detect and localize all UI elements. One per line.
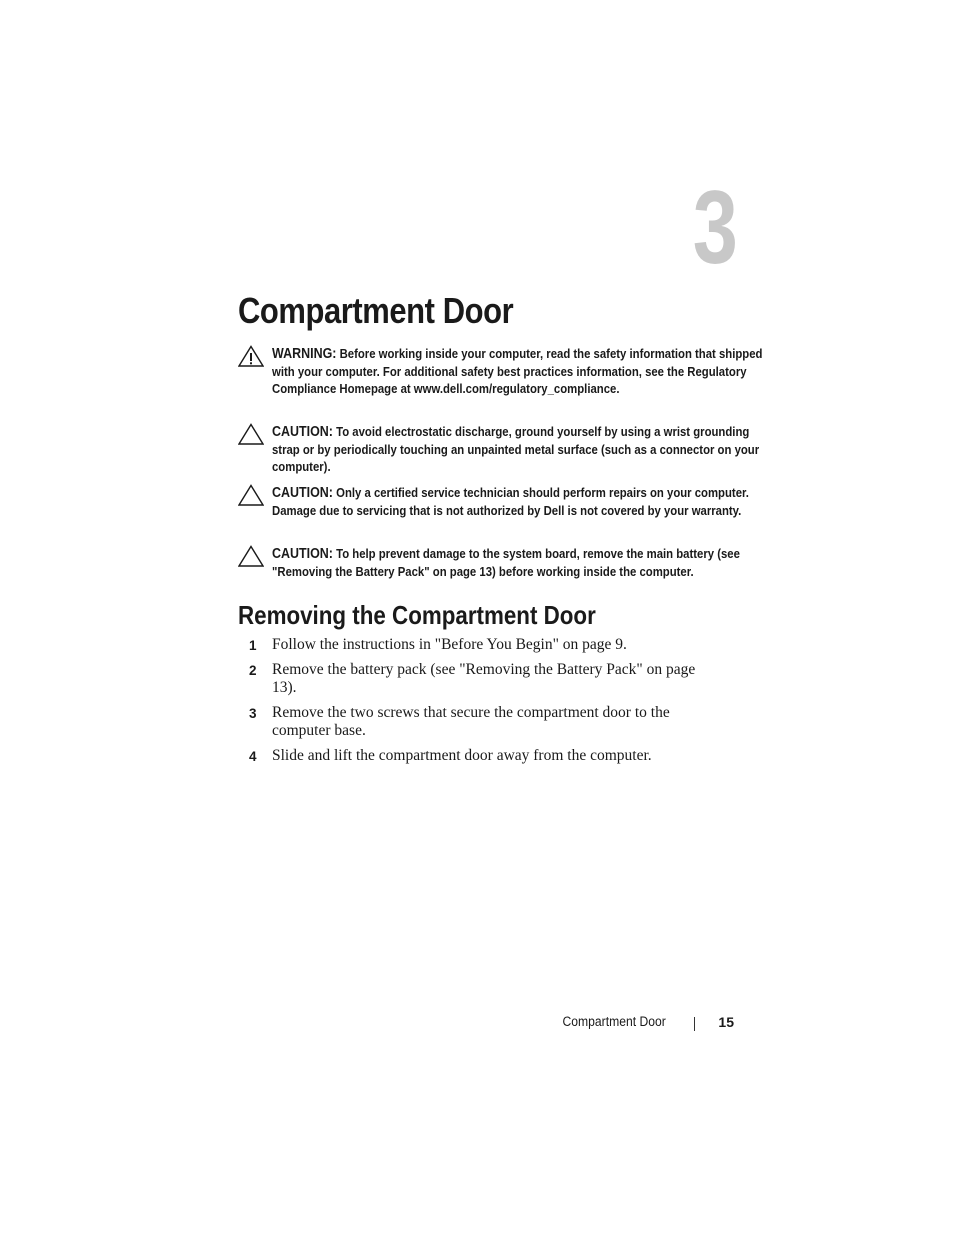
notice-body: Before working inside your computer, read the safety information that shipped with your computer. For additional safety best practices information, see the Regulatory Compliance Homepage at www.dell.com/regulatory_compliance.: [272, 346, 763, 396]
caution-icon: [238, 423, 264, 445]
step-number: 2: [249, 663, 257, 678]
chapter-title: Compartment Door: [238, 290, 514, 331]
step-text: Remove the battery pack (see "Removing the Battery Pack" on page 13).: [272, 661, 696, 696]
notice-label: WARNING:: [272, 346, 337, 362]
page-footer: [0, 1014, 954, 1034]
step-number: 1: [249, 638, 257, 653]
chapter-number: 3: [692, 170, 738, 286]
step-item: [238, 661, 758, 697]
section-title: Removing the Compartment Door: [238, 600, 596, 630]
notice-body: Only a certified service technician should perform repairs on your computer. Damage due to servicing that is not authorized by Dell is not covered by your warranty.: [272, 485, 749, 518]
notice-label: CAUTION:: [272, 424, 333, 440]
caution-text: [272, 545, 771, 580]
footer-divider: [694, 1017, 695, 1031]
caution-text: [272, 423, 771, 475]
warning-icon: [238, 345, 264, 367]
step-item: [238, 704, 758, 740]
notice-body: To help prevent damage to the system board, remove the main battery (see "Removing the Battery Pack" on page 13) before working inside the computer.: [272, 546, 740, 579]
step-number: 4: [249, 749, 257, 764]
caution-icon: [238, 484, 264, 506]
notice-label: CAUTION:: [272, 546, 333, 562]
step-text: Follow the instructions in "Before You Begin" on page 9.: [272, 636, 627, 653]
caution-icon: [238, 545, 264, 567]
warning-text: [272, 345, 771, 397]
step-item: [238, 747, 758, 765]
notice-label: CAUTION:: [272, 485, 333, 501]
step-text: Slide and lift the compartment door away from the computer.: [272, 747, 652, 764]
page-number: 15: [718, 1014, 734, 1030]
notice-body: To avoid electrostatic discharge, ground yourself by using a wrist grounding strap or by periodically touching an unpainted metal surface (such as a connector on your computer).: [272, 424, 760, 474]
step-text: Remove the two screws that secure the compartment door to the computer base.: [272, 704, 670, 739]
footer-title: Compartment Door: [562, 1014, 666, 1029]
step-number: 3: [249, 706, 257, 721]
caution-text: [272, 484, 771, 519]
procedure-steps: [238, 636, 758, 772]
step-item: [238, 636, 758, 654]
